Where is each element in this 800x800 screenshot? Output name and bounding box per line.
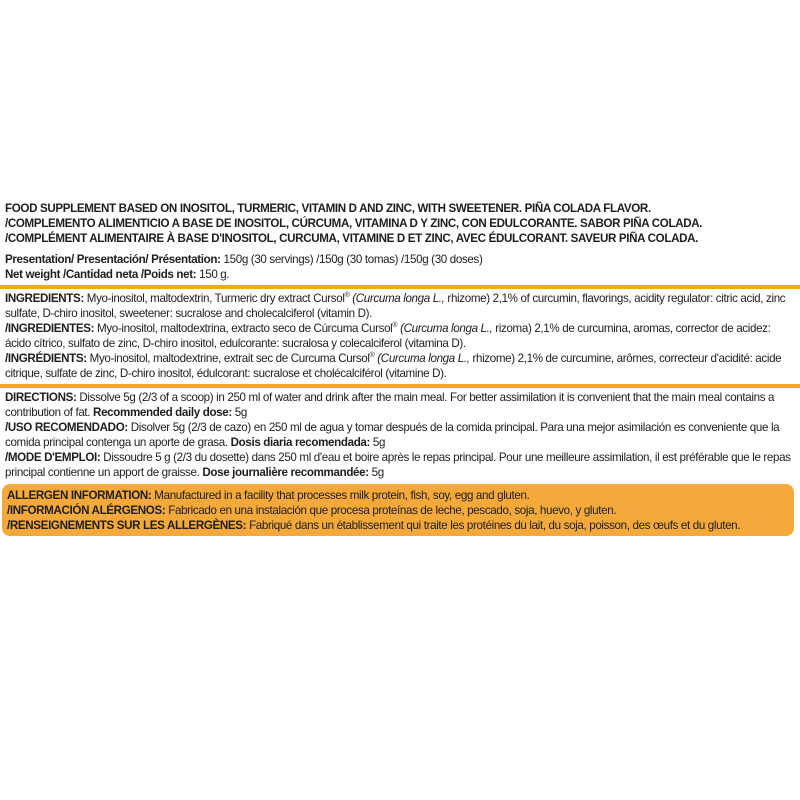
net-weight-label: Net weight /Cantidad neta /Poids net:: [5, 268, 197, 281]
allergen-en-label: ALLERGEN INFORMATION:: [7, 489, 152, 502]
title-block: [0, 201, 800, 246]
directions-en-text: Dissolve 5g (2/3 of a scoop) in 250 ml of water and drink after the main meal. For better assimilation it is convenient that the main meal contains a contribution of fat.: [5, 391, 775, 419]
directions-en-dose-label: Recommended daily dose:: [93, 406, 232, 419]
directions-fr: [5, 450, 794, 480]
directions-en-label: DIRECTIONS:: [5, 391, 77, 404]
directions-es-dose: 5g: [370, 436, 386, 449]
ingredients-fr-latin: (Curcuma longa L.,: [374, 352, 470, 365]
directions-es-text: Disolver 5g (2/3 de cazo) en 250 ml de agua y tomar después de la comida principal. Para una mejor asimilación es conveniente que la comida principal contenga un aporte de grasa.: [5, 421, 780, 449]
allergen-en: [7, 488, 789, 503]
net-weight-value: 150 g.: [196, 268, 230, 281]
directions-es: [5, 420, 794, 450]
title-es: /COMPLEMENTO ALIMENTICIO A BASE DE INOSITOL, CÚRCUMA, VITAMINA D Y ZINC, CON EDULCORANTE. SABOR PIÑA COLADA.: [5, 217, 703, 230]
ingredients-es-latin: (Curcuma longa L.,: [397, 322, 493, 335]
allergen-section: [7, 488, 789, 533]
presentation-line: [0, 252, 800, 267]
ingredients-es-label: /INGREDIENTES:: [5, 322, 95, 335]
ingredients-fr-label: /INGRÉDIENTS:: [5, 352, 87, 365]
ingredients-en-text: Myo-inositol, maltodextrin, Turmeric dry extract Cursol: [83, 292, 345, 305]
ingredients-fr-text-2: rhizome) 2,1% de curcumine, arômes, correcteur d'acidité: acide citrique, sulfate de zinc, D-chiro inositol, édulcorant: sucralose et cholécalciférol (vitamine D).: [5, 352, 782, 380]
allergen-es: [7, 503, 789, 518]
registered-mark: ®: [392, 322, 398, 330]
ingredients-es: [5, 321, 794, 351]
ingredients-section: [0, 291, 800, 381]
ingredients-en: [5, 291, 794, 321]
ingredients-en-latin: (Curcuma longa L.,: [349, 292, 445, 305]
allergen-fr: [7, 518, 789, 533]
ingredients-fr-text: Myo-inositol, maltodextrine, extrait sec de Curcuma Cursol: [86, 352, 370, 365]
directions-es-label: /USO RECOMENDADO:: [5, 421, 128, 434]
registered-mark: ®: [344, 292, 350, 300]
ingredients-es-text: Myo-inositol, maltodextrina, extracto seco de Cúrcuma Cursol: [94, 322, 393, 335]
product-label: [0, 195, 800, 536]
presentation-label: Presentation/ Presentación/ Présentation:: [5, 253, 221, 266]
title-fr: /COMPLÉMENT ALIMENTAIRE À BASE D'INOSITOL, CURCUMA, VITAMINE D ET ZINC, AVEC ÉDULCORANT. SAVEUR PIÑA COLADA.: [5, 232, 699, 245]
ingredients-fr: [5, 351, 794, 381]
net-weight-line: [0, 267, 800, 282]
ingredients-es-text-2: rizoma) 2,1% de curcumina, aromas, corrector de acidez: ácido cítrico, sulfato de zinc, D-chiro inositol, edulcorante: sucralosa y colecalciferol (vitamina D).: [5, 322, 771, 350]
allergen-fr-text: Fabriqué dans un établissement qui traite les protéines du lait, du soja, poisson, des œufs et du gluten.: [246, 519, 741, 532]
presentation-value: 150g (30 servings) /150g (30 tomas) /150g (30 doses): [220, 253, 483, 266]
title-en: FOOD SUPPLEMENT BASED ON INOSITOL, TURMERIC, VITAMIN D AND ZINC, WITH SWEETENER. PIÑA COLADA FLAVOR.: [5, 202, 651, 215]
directions-es-dose-label: Dosis diaria recomendada:: [230, 436, 371, 449]
ingredients-en-label: INGREDIENTS:: [5, 292, 84, 305]
allergen-es-text: Fabricado en una instalación que procesa proteínas de leche, pescado, soja, huevo, y gluten.: [165, 504, 617, 517]
allergen-en-text: Manufactured in a facility that processes milk protein, fish, soy, egg and gluten.: [151, 489, 530, 502]
ingredients-en-text-2: rhizome) 2,1% of curcumin, flavorings, acidity regulator: citric acid, zinc sulfate, D-chiro inositol, sweetener: sucralose and cholecalciferol (vitamin D).: [5, 292, 786, 320]
allergen-box: [2, 484, 794, 536]
directions-fr-dose-label: Dose journalière recommandée:: [202, 466, 369, 479]
allergen-es-label: /INFORMACIÓN ALÉRGENOS:: [7, 504, 166, 517]
directions-fr-text: Dissoudre 5 g (2/3 du dosette) dans 250 ml d'eau et boire après le repas principal. Pour une meilleure assimilation, il est préférable que le repas principal contienne un apport de graisse.: [5, 451, 791, 479]
directions-fr-label: /MODE D'EMPLOI:: [5, 451, 101, 464]
divider-rule: [0, 285, 800, 289]
directions-fr-dose: 5g: [368, 466, 384, 479]
divider-rule: [0, 384, 800, 388]
directions-en: [5, 390, 794, 420]
registered-mark: ®: [369, 352, 375, 360]
allergen-fr-label: /RENSEIGNEMENTS SUR LES ALLERGÈNES:: [7, 519, 247, 532]
directions-en-dose: 5g: [231, 406, 247, 419]
directions-section: [0, 390, 800, 480]
